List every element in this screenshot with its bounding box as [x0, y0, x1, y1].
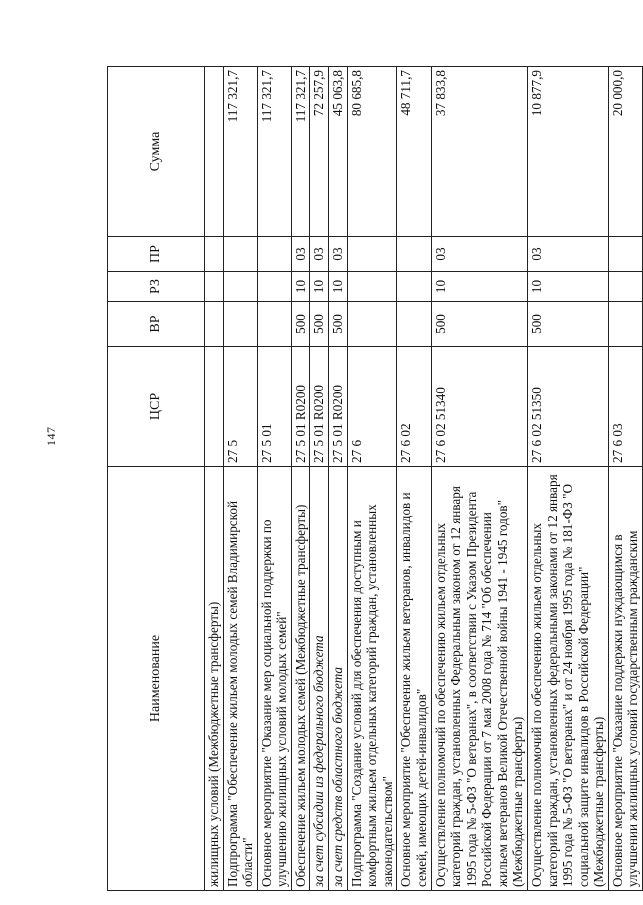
header-vr: ВР: [108, 302, 205, 347]
header-pr: ПР: [108, 237, 205, 272]
table-row: [347, 67, 397, 891]
table-row: [397, 67, 431, 891]
table-row: [257, 67, 291, 891]
cell-csr: 27 6 03: [608, 347, 642, 467]
cell-pr: 03: [527, 237, 608, 272]
cell-sum: 20 000,0: [608, 67, 642, 237]
budget-table: [107, 66, 643, 891]
table-row: [291, 67, 310, 891]
cell-sum: 10 877,9: [527, 67, 608, 237]
cell-name: Основное мероприятие "Оказание мер социальной поддержки по улучшению жилищных условий молодых семей": [257, 467, 291, 891]
cell-vr: [608, 302, 642, 347]
cell-sum: 80 685,8: [347, 67, 397, 237]
cell-csr: 27 5 01 R0200: [291, 347, 310, 467]
table-body: [205, 67, 643, 891]
cell-pr: 03: [431, 237, 527, 272]
rotated-table-container: [107, 67, 641, 891]
cell-name: Подпрограмма "Обеспечение жильем молодых семей Владимирской области": [223, 467, 257, 891]
table-row: [608, 67, 642, 891]
cell-name: Основное мероприятие "Оказание поддержки нуждающимся в улучшении жилищных условий государственным гражданским: [608, 467, 642, 891]
header-sum: Сумма: [108, 67, 205, 237]
cell-pr: [347, 237, 397, 272]
table-row: [223, 67, 257, 891]
cell-rz: 10: [310, 272, 329, 302]
cell-name: Обеспечение жильем молодых семей (Межбюджетные трансферты): [291, 467, 310, 891]
cell-csr: 27 5: [223, 347, 257, 467]
cell-rz: 10: [329, 272, 348, 302]
cell-rz: [205, 272, 224, 302]
page-number: 147: [44, 426, 58, 446]
cell-rz: [347, 272, 397, 302]
cell-vr: 500: [291, 302, 310, 347]
cell-vr: 500: [431, 302, 527, 347]
cell-pr: [257, 237, 291, 272]
table-row: [205, 67, 224, 891]
cell-csr: 27 6: [347, 347, 397, 467]
budget-table-frame: [107, 67, 641, 891]
cell-csr: 27 6 02 51340: [431, 347, 527, 467]
cell-name: жилищных условий (Межбюджетные трансферты): [205, 467, 224, 891]
cell-name: за счет субсидии из федерального бюджета: [310, 467, 329, 891]
cell-rz: 10: [431, 272, 527, 302]
cell-vr: [257, 302, 291, 347]
cell-rz: [257, 272, 291, 302]
cell-sum: 48 711,7: [397, 67, 431, 237]
cell-pr: [223, 237, 257, 272]
cell-csr: 27 6 02 51350: [527, 347, 608, 467]
table-row: [310, 67, 329, 891]
cell-csr: [205, 347, 224, 467]
cell-pr: 03: [329, 237, 348, 272]
cell-pr: 03: [310, 237, 329, 272]
cell-rz: [223, 272, 257, 302]
cell-rz: [608, 272, 642, 302]
cell-sum: 117 321,7: [223, 67, 257, 237]
cell-name: Осуществление полномочий по обеспечению жильем отдельных категорий граждан, установленных федеральными законами от 12 января 1995 года № 5-ФЗ "О ветеранах" и от 24 ноября 1995 года № 181-ФЗ "О социальной защите инвалидов в Российской Федерации" (Межбюджетные трансферты): [527, 467, 608, 891]
cell-sum: 72 257,9: [310, 67, 329, 237]
cell-csr: 27 6 02: [397, 347, 431, 467]
cell-vr: 500: [310, 302, 329, 347]
header-rz: РЗ: [108, 272, 205, 302]
cell-vr: [223, 302, 257, 347]
header-name: Наименование: [108, 467, 205, 891]
cell-csr: 27 5 01 R0200: [310, 347, 329, 467]
cell-name: за счет средств областного бюджета: [329, 467, 348, 891]
cell-csr: 27 5 01 R0200: [329, 347, 348, 467]
cell-sum: [205, 67, 224, 237]
cell-sum: 37 833,8: [431, 67, 527, 237]
cell-name: Подпрограмма "Создание условий для обеспечения доступным и комфортным жильем отдельных категорий граждан, установленных законодательством": [347, 467, 397, 891]
table-row: [431, 67, 527, 891]
header-csr: ЦСР: [108, 347, 205, 467]
table-row: [527, 67, 608, 891]
cell-rz: 10: [291, 272, 310, 302]
cell-sum: 117 321,7: [257, 67, 291, 237]
cell-csr: 27 5 01: [257, 347, 291, 467]
cell-vr: [397, 302, 431, 347]
cell-name: Основное мероприятие "Обеспечение жильем ветеранов, инвалидов и семей, имеющих детей-инвалидов": [397, 467, 431, 891]
cell-pr: [608, 237, 642, 272]
cell-vr: 500: [527, 302, 608, 347]
cell-sum: 45 063,8: [329, 67, 348, 237]
cell-sum: 117 321,7: [291, 67, 310, 237]
cell-pr: [205, 237, 224, 272]
cell-pr: [397, 237, 431, 272]
table-header-row: [108, 67, 205, 891]
cell-vr: 500: [329, 302, 348, 347]
cell-vr: [347, 302, 397, 347]
cell-vr: [205, 302, 224, 347]
cell-pr: 03: [291, 237, 310, 272]
cell-name: Осуществление полномочий по обеспечению жильем отдельных категорий граждан, установленных Федеральным законом от 12 января 1995 года № 5-ФЗ "О ветеранах", в соответствии с Указом Президента Российской Федерации от 7 мая 2008 года № 714 "Об обеспечении жильем ветеранов Великой Отечественной войны 1941 - 1945 годов" (Межбюджетные трансферты): [431, 467, 527, 891]
table-row: [329, 67, 348, 891]
cell-rz: [397, 272, 431, 302]
cell-rz: 10: [527, 272, 608, 302]
